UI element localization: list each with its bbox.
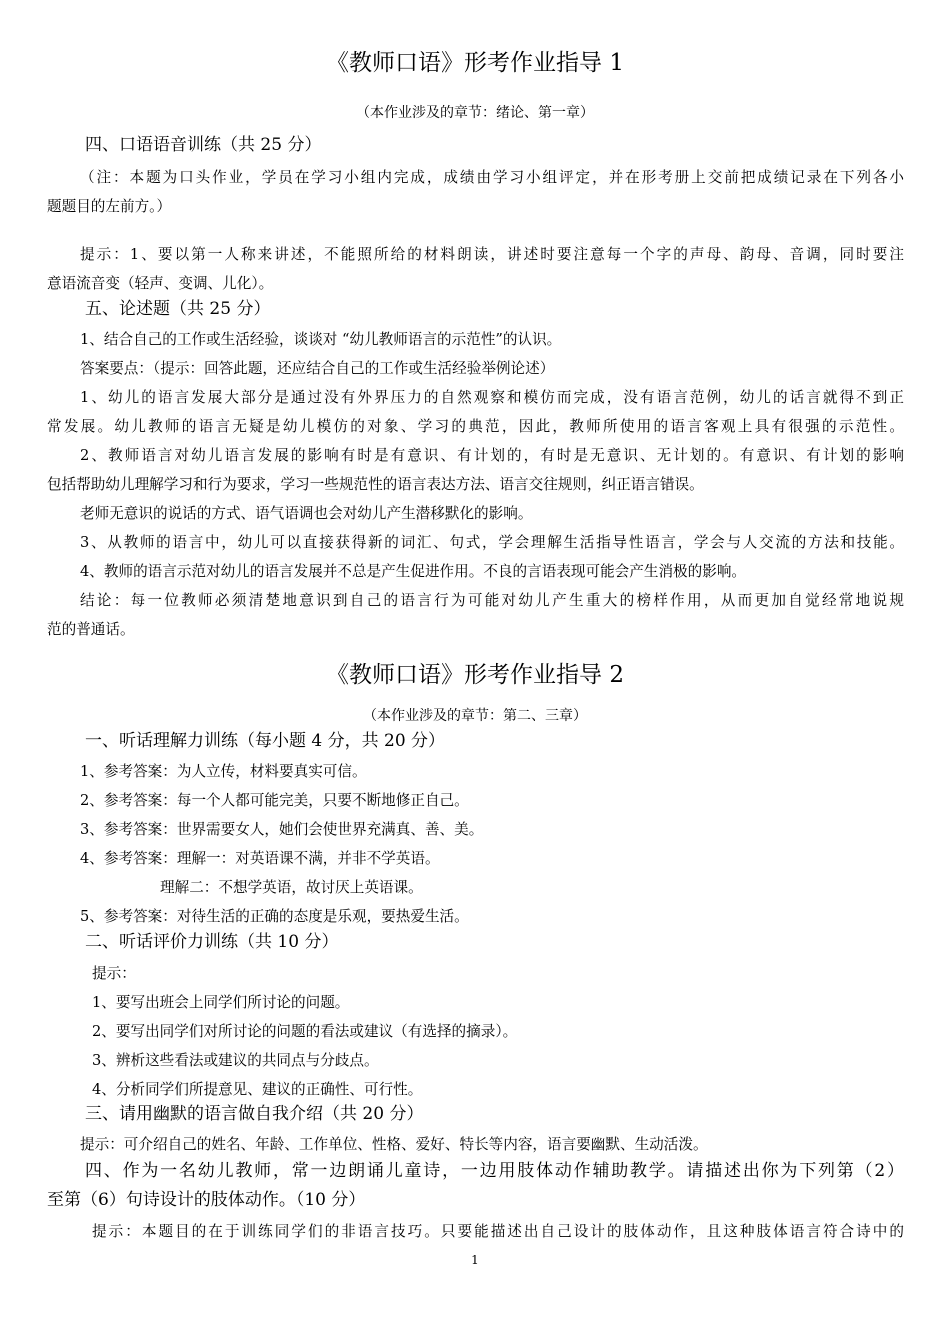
doc1-point3: 3、从教师的语言中，幼儿可以直接获得新的词汇、句式，学会理解生活指导性语言，学会与人交流的方法和技能。 xyxy=(80,534,904,551)
doc1-point1-line1: 1、幼儿的语言发展大部分是通过没有外界压力的自然观察和模仿而完成，没有语言范例，幼儿的话言就得不到正 xyxy=(80,389,904,406)
doc2-answer-3: 3、参考答案：世界需要女人，她们会使世界充满真、善、美。 xyxy=(80,821,484,838)
doc1-point1-line2: 常发展。幼儿教师的语言无疑是幼儿模仿的对象、学习的典范，因此，教师所使用的语言客观上具有很强的示范性。 xyxy=(47,418,904,435)
doc2-answer-5: 5、参考答案：对待生活的正确的态度是乐观，要热爱生活。 xyxy=(80,908,469,925)
doc1-conclusion-line2: 范的普通话。 xyxy=(47,621,135,638)
doc1-question-1: 1、结合自己的工作或生活经验，谈谈对 “幼儿教师语言的示范性”的认识。 xyxy=(80,331,562,348)
doc1-answer-hint: 答案要点：（提示：回答此题，还应结合自己的工作或生活经验举例论述） xyxy=(80,360,555,377)
doc1-subtitle: （本作业涉及的章节：绪论、第一章） xyxy=(356,105,594,121)
doc2-answer-4: 4、参考答案：理解一：对英语课不满，并非不学英语。 xyxy=(80,850,440,867)
doc2-subtitle: （本作业涉及的章节：第二、三章） xyxy=(363,708,587,724)
doc2-answer-2: 2、参考答案：每一个人都可能完美，只要不断地修正自己。 xyxy=(80,792,469,809)
doc2-section-2-heading: 二、听话评价力训练（共 10 分） xyxy=(85,932,339,952)
doc1-point4: 4、教师的语言示范对幼儿的语言发展并不总是产生促进作用。不良的言语表现可能会产生消极的影响。 xyxy=(80,563,747,580)
doc2-tip-1: 1、要写出班会上同学们所讨论的问题。 xyxy=(92,994,350,1011)
doc2-section-4-heading-line1: 四、作为一名幼儿教师，常一边朗诵儿童诗，一边用肢体动作辅助教学。请描述出你为下列第（2） xyxy=(85,1161,904,1181)
doc2-tip-3: 3、辨析这些看法或建议的共同点与分歧点。 xyxy=(92,1052,379,1069)
doc2-tip-4: 4、分析同学们所提意见、建议的正确性、可行性。 xyxy=(92,1081,423,1098)
page-number: 1 xyxy=(471,1253,479,1267)
doc1-section-4-heading: 四、口语语音训练（共 25 分） xyxy=(85,135,322,155)
doc2-tip-section4: 提示：本题目的在于训练同学们的非语言技巧。只要能描述出自己设计的肢体动作，且这种肢体语言符合诗中的 xyxy=(92,1223,904,1240)
doc2-section-1-heading: 一、听话理解力训练（每小题 4 分，共 20 分） xyxy=(85,731,446,751)
doc1-conclusion-line1: 结论：每一位教师必须清楚地意识到自己的语言行为可能对幼儿产生重大的榜样作用，从而更加自觉经常地说规 xyxy=(80,592,904,609)
doc2-answer-1: 1、参考答案：为人立传，材料要真实可信。 xyxy=(80,763,367,780)
doc1-note-line1: （注：本题为口头作业，学员在学习小组内完成，成绩由学习小组评定，并在形考册上交前把成绩记录在下列各小 xyxy=(80,169,904,186)
doc1-note-line2: 题题目的左前方。） xyxy=(47,198,172,215)
doc2-tip-section3: 提示：可介绍自己的姓名、年龄、工作单位、性格、爱好、特长等内容，语言要幽默、生动活泼。 xyxy=(80,1136,708,1153)
doc1-title: 《教师口语》形考作业指导 1 xyxy=(326,50,624,76)
doc2-answer-4b: 理解二：不想学英语，故讨厌上英语课。 xyxy=(160,879,423,896)
doc1-tip-line1: 提示：1、要以第一人称来讲述，不能照所给的材料朗读，讲述时要注意每一个字的声母、韵母、音调，同时要注 xyxy=(80,246,904,263)
doc2-section-4-heading-line2: 至第（6）句诗设计的肢体动作。（10 分） xyxy=(47,1190,366,1210)
doc1-tip-line2: 意语流音变（轻声、变调、儿化）。 xyxy=(47,275,274,292)
doc2-tip-label: 提示： xyxy=(92,965,136,982)
doc2-section-3-heading: 三、请用幽默的语言做自我介绍（共 20 分） xyxy=(85,1104,424,1124)
doc1-section-5-heading: 五、论述题（共 25 分） xyxy=(85,299,271,319)
doc1-point2-continued: 老师无意识的说话的方式、语气语调也会对幼儿产生潜移默化的影响。 xyxy=(80,505,533,522)
doc1-point2-line1: 2、教师语言对幼儿语言发展的影响有时是有意识、有计划的，有时是无意识、无计划的。有意识、有计划的影响 xyxy=(80,447,904,464)
doc2-title: 《教师口语》形考作业指导 2 xyxy=(326,662,624,688)
doc1-point2-line2: 包括帮助幼儿理解学习和行为要求，学习一些规范性的语言表达方法、语言交往规则，纠正语言错误。 xyxy=(47,476,704,493)
doc2-tip-2: 2、要写出同学们对所讨论的问题的看法或建议（有选择的摘录）。 xyxy=(92,1023,518,1040)
